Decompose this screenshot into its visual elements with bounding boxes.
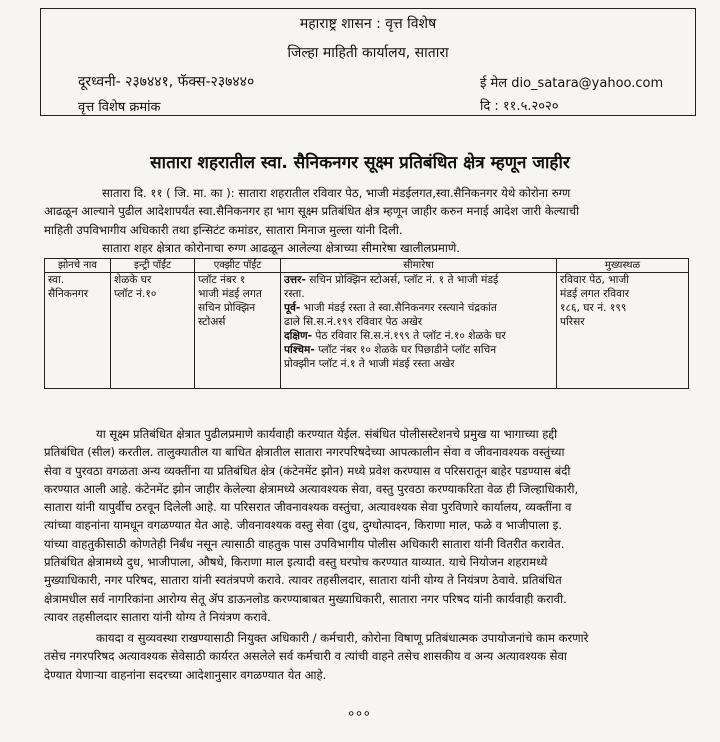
table-row	[45, 273, 689, 389]
body-line: करण्यात आली आहे. कंटेनमेंट झोन जाहीर केलेल्या क्षेत्रामध्ये अत्यावश्यक सेवा, वस्तु पुरवठा करण्याकरिता वेळ ही जिल्हाधिकारी,	[44, 481, 579, 496]
body-line: त्यांच्या वाहनांना यामधून वगळण्यात येत आहे. जीवनावश्यक वस्तु सेवा (दुध, दुग्धोत्पादन, किराणा माल, फळे व भाजीपाला इ.	[44, 518, 563, 533]
body-line: तसेच नगरपरिषद अत्यावश्यक सेवेसाठी कार्यरत असलेले सर्व कर्मचारी व त्यांची वाहने तसेच शासकीय व अन्य अत्यावश्यक सेवा	[44, 649, 567, 664]
header-line-office: जिल्हा माहिती कार्यालय, सातारा	[287, 45, 449, 61]
col-header-main-place: मुख्यस्थळ	[557, 259, 689, 273]
body-line: त्यावर तहसीलदार सातारा यांनी योग्य ते नियंत्रण करावे.	[44, 609, 271, 624]
body-line: सेवा व पुरवठा वगळता अन्य व्यक्तींना या प्रतिबंधित क्षेत्र (कंटेनमेंट झोन) मध्ये प्रवेश करण्यास व परिसरातून बाहेर पडण्यास बंदी	[44, 463, 571, 478]
intro-paragraph	[44, 184, 684, 257]
body-line: कायदा व सुव्यवस्था राखण्यासाठी नियुक्त अधिकारी / कर्मचारी, कोरोना विषाणू प्रतिबंधात्मक उपायोजनांचे काम करणारे	[96, 631, 589, 645]
cell-zone: स्वा. सैनिकनगर	[45, 273, 111, 389]
header-date: दि : ११.५.२०२०	[480, 99, 559, 114]
cell-main-place: रविवार पेठ, भाजी मंडई लगत रविवार १८६, घर नं. १९९ परिसर	[557, 273, 689, 389]
body-line: प्रतिबंधित (सील) करतील. तालुक्यातील या बाधित क्षेत्रातील सातारा नगरपरिषदेच्या आपत्कालीन सेवा व जीवनावश्यक वस्तुंच्या	[44, 445, 565, 460]
table-header-row	[45, 259, 689, 273]
intro-line: माहिती उपविभागीय अधिकारी तथा इन्सिटंट कमांडर, सातारा मिनाज मुल्ला यांनी दिली.	[44, 222, 403, 237]
body-line: प्रतिबंधित क्षेत्रामध्ये दुध, भाजीपाला, औषधे, किराणा माल इत्यादी वस्तु घरपोच करण्यात याव्यात. याचे नियोजन शहरामध्ये	[44, 555, 548, 570]
cell-entry: शेळके घर प्लॉट नं.१०	[111, 273, 195, 389]
intro-line: आढळून आल्याने पुढील आदेशापर्यंत स्वा.सैनिकनगर हा भाग सूक्ष्म प्रतिबंधित क्षेत्र म्हणून जाहीर करुन मनाई आदेश जारी केल्याची	[44, 204, 580, 219]
col-header-entry: इन्ट्री पॉईंट	[111, 259, 195, 273]
zone-boundary-table	[44, 258, 689, 389]
body-line: या सूक्ष्म प्रतिबंधित क्षेत्रात पुढीलप्रमाणे कार्यवाही करण्यात येईल. संबंधित पोलीसस्टेशनचे प्रमुख या भागाच्या हद्दी	[96, 427, 558, 441]
header-line-govt: महाराष्ट्र शासन : वृत्त विशेष	[299, 16, 437, 32]
body-line: क्षेत्रामधील सर्व नागरिकांना आरोग्य सेतू ॲप डाऊनलोड करण्याबाबत मुख्याधिकारी, सातारा नगर परिषद यांनी कार्यवाही करावी.	[44, 591, 567, 606]
col-header-exit: एक्झीट पॉईंट	[195, 259, 281, 273]
body-line: सातारा यांनी यापुर्वीच ठरवून दिलेली आहे. या परिसरात जीवनावश्यक वस्तुंचा, अत्यावश्यक सेवा पुरविणारे कार्यालय, व्यक्तींना व	[44, 500, 572, 515]
document-title: सातारा शहरातील स्वा. सैनिकनगर सूक्ष्म प्रतिबंधित क्षेत्र म्हणून जाहीर	[150, 153, 570, 173]
intro-line: सातारा शहर क्षेत्रात कोरोनाचा रुग्ण आढळून आलेल्या क्षेत्राच्या सीमारेषा खालीलप्रमाणे.	[102, 240, 460, 255]
body-line: मुख्याधिकारी, नगर परिषद, सातारा यांनी स्वतंत्रपणे करावे. त्यावर तहसीलदार, सातारा यांनी योग्य ते नियंत्रण ठेवावे. प्रतिबंधित	[44, 573, 562, 588]
body-line: देण्यात येणाऱ्या वाहनांना सदरच्या आदेशानुसार वगळण्यात येत आहे.	[44, 667, 327, 682]
cell-exit: प्लॉट नंबर १ भाजी मंडई लगत सचिन प्रोक्झिन स्टोअर्स	[195, 273, 281, 389]
header-phone: दूरध्वनी- २३७४४१, फॅक्स-२३७४४०	[78, 74, 255, 90]
cell-boundary: उत्तर- सचिन प्रोक्झिन स्टोअर्स, प्लॉट नं. १ ते भाजी मंडई रस्ता. पूर्व- भाजी मंडई रस्ता ते स्वा.सैनिकनगर रस्त्याने चंद्रकांत ढाले सि.स.नं.१९९ रविवार पेठ अखेर दक्षिण- पेठ रविवार सि.स.नं.१९९ ते प्लॉट नं.१० शेळके घर पश्चिम- प्लॉट नंबर १० शेळके घर पिछाडीने प्लॉट सचिन प्रोक्झीन प्लॉट नं.१ ते भाजी मंडई रस्ता अखेर	[281, 273, 557, 389]
col-header-zone: झोनचे नाव	[45, 259, 111, 273]
body-paragraph-1	[44, 425, 684, 626]
col-header-boundary: सीमारेषा	[281, 259, 557, 273]
body-line: यांच्या वाहतुकीसाठी कोणतेही निर्बंध नसून त्यासाठी वाहतुक पास उपविभागीय पोलीस अधिकारी सातारा यांनी वितरीत करावेत.	[44, 536, 565, 551]
header-release-number: वृत्त विशेष क्रमांक	[78, 100, 161, 115]
end-marker: ०००	[348, 707, 372, 720]
body-paragraph-2	[44, 629, 684, 684]
header-email: ई मेल dio_satara@yahoo.com	[480, 76, 664, 91]
intro-line: सातारा दि. ११ ( जि. मा. का ): सातारा शहरातील रविवार पेठ, भाजी मंडईलगत,स्वा.सैनिकनगर येथे कोरोना रुग्ण	[102, 186, 571, 200]
